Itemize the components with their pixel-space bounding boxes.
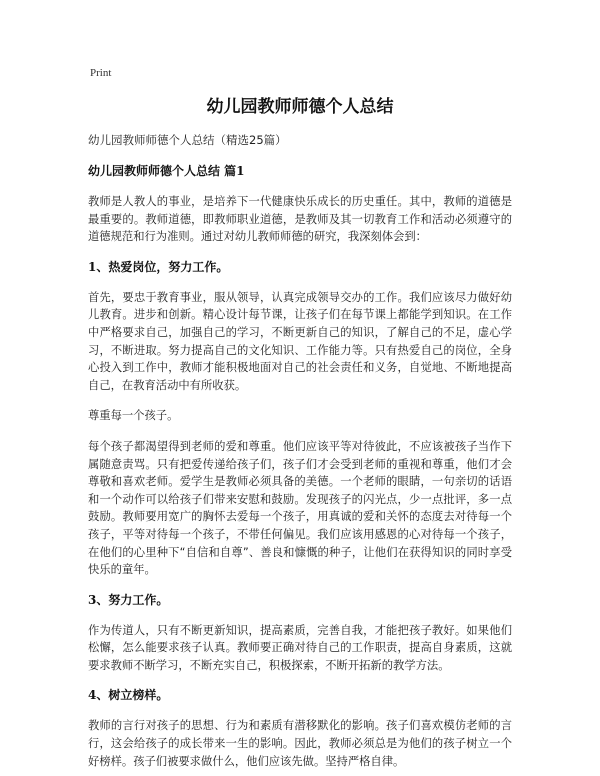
document-subtitle: 幼儿园教师师德个人总结（精选25篇） [88, 133, 287, 147]
paragraph-respect-heading: 尊重每一个孩子。 [88, 409, 179, 423]
section-heading-love-job: 1、热爱岗位，努力工作。 [88, 259, 229, 274]
document-title: 幼儿园教师师德个人总结 [206, 97, 394, 117]
section-heading-role-model: 4、树立榜样。 [88, 688, 169, 703]
paragraph-respect-children: 每个孩子都渴望得到老师的爱和尊重。他们应该平等对待彼此，不应该被孩子当作下属随意责骂。只有把爱传递给孩子们，孩子们才会受到老师的重视和尊重，他们才会尊敬和喜欢老师。爱学生是教师必须具备的美德。一个老师的眼睛，一句亲切的话语和一个动作可以给孩子们带来安慰和鼓励。发现孩子的闪光点，少一点批评，多一点鼓励。教师要用宽广的胸怀去爱每一个孩子，用真诚的爱和关怀的态度去对待每一个孩子，平等对待每一个孩子，不带任何偏见。我们应该用感恩的心对待每一个孩子，在他们的心里种下“自信和自尊”、善良和慷慨的种子，让他们在获得知识的同时享受快乐的童年。 [88, 439, 512, 577]
paragraph-intro: 教师是人教人的事业，是培养下一代健康快乐成长的历史重任。其中，教师的道德是最重要的。教师道德，即教师职业道德，是教师及其一切教育工作和活动必须遵守的道德规范和行为准则。通过对幼儿教师师德的研究，我深刻体会到： [88, 195, 512, 244]
section-heading-article-1: 幼儿园教师师德个人总结 篇1 [88, 164, 245, 178]
section-heading-work-hard: 3、努力工作。 [88, 592, 169, 607]
paragraph-love-job: 首先，要忠于教育事业，服从领导，认真完成领导交办的工作。我们应该尽力做好幼儿教育。进步和创新。精心设计每节课，让孩子们在每节课上都能学到知识。在工作中严格要求自己，加强自己的学习，不断更新自己的知识，了解自己的不足，虚心学习，不断进取。努力提高自己的文化知识、工作能力等。只有热爱自己的岗位，全身心投入到工作中，教师才能积极地面对自己的社会责任和义务，自觉地、不断地提高自己，在教育活动中有所收获。 [88, 290, 512, 392]
print-label[interactable]: Print [90, 67, 112, 79]
paragraph-role-model: 教师的言行对孩子的思想、行为和素质有潜移默化的影响。孩子们喜欢模仿老师的言行，这会给孩子的成长带来一生的影响。因此，教师必须总是为他们的孩子树立一个好榜样。孩子们被要求做什么，他们应该先做。坚持严格自律。 [88, 719, 512, 768]
paragraph-work-hard: 作为传道人，只有不断更新知识，提高素质，完善自我，才能把孩子教好。如果他们松懈，怎么能要求孩子认真。教师要正确对待自己的工作职责，提高自身素质，这就要求教师不断学习，不断充实自己，积极探索，不断开拓新的教学方法。 [88, 623, 512, 672]
